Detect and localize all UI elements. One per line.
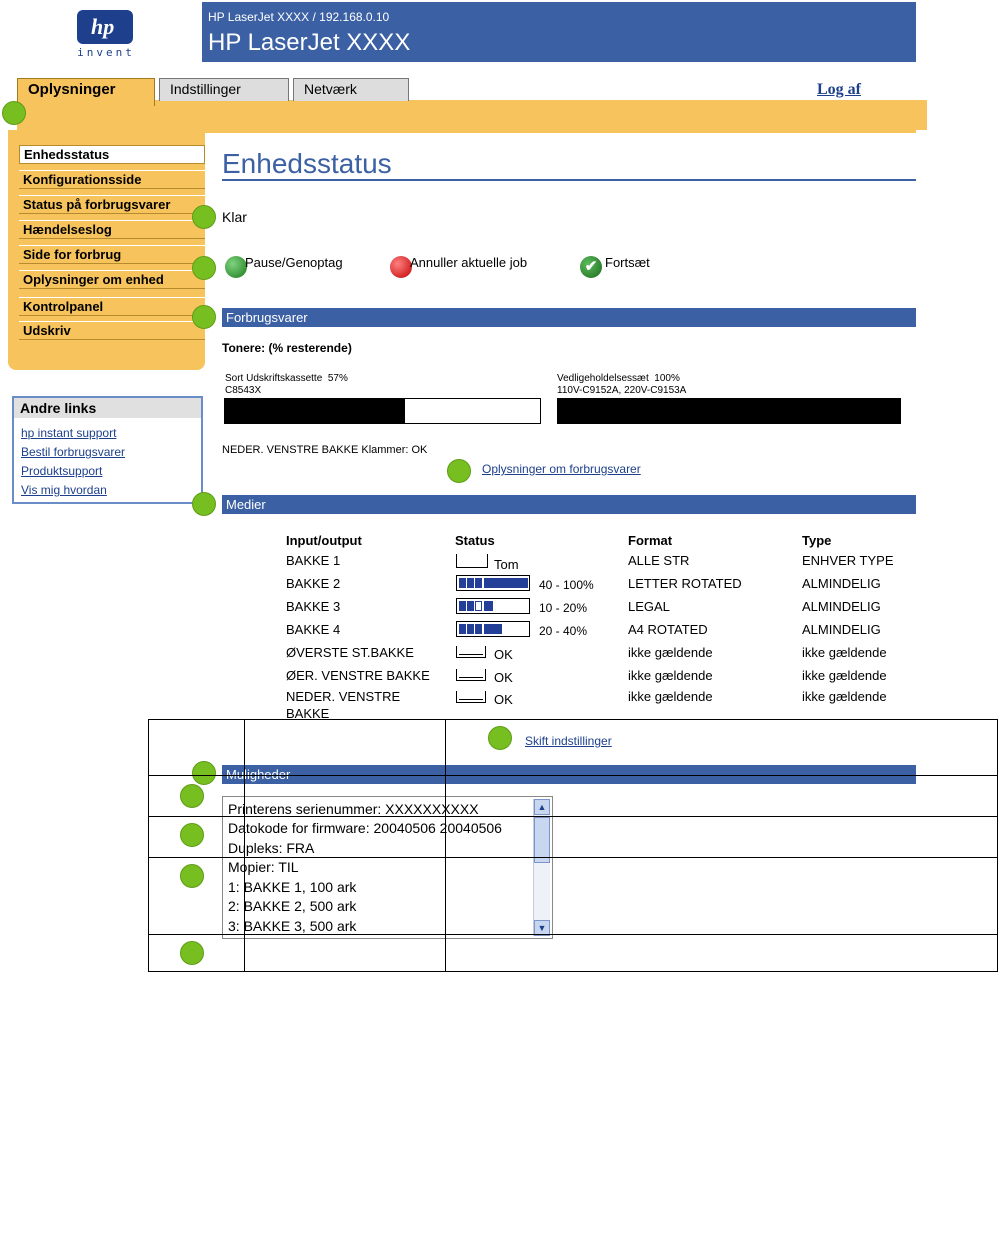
callout-marker [2,101,26,125]
legend-cell [245,776,446,817]
callout-marker [192,256,216,280]
media-row-3-type: ALMINDELIG [802,599,881,614]
scroll-down-icon[interactable]: ▼ [534,920,550,936]
media-row-3-format: LEGAL [628,599,670,614]
callout-marker [192,205,216,229]
cartridge-2-percent: 100% [654,373,680,384]
tab-label: Oplysninger [28,81,116,98]
hp-logo [75,10,137,62]
link-vis-mig-hvordan[interactable]: Vis mig hvordan [21,483,107,497]
supplies-section-header: Forbrugsvarer [222,308,916,327]
gauge-segment [459,601,466,611]
other-links-box [12,396,203,504]
link-produktsupport[interactable]: Produktsupport [21,464,103,478]
gauge-segment [467,601,474,611]
red-ball-icon[interactable] [390,256,412,278]
hp-logo-letters: hp [91,14,115,39]
cartridge-1-level-fill [225,399,405,423]
cartridge-1-level-bar [224,398,541,424]
media-row-1-format: ALLE STR [628,553,690,568]
legend-cell [446,776,998,817]
cartridge-2-level-bar [557,398,901,424]
capabilities-section-header: Muligheder [222,765,916,784]
gauge-segment [467,624,474,634]
cartridge-2-level-fill [558,399,900,423]
media-row-7-type: ikke gældende [802,689,887,704]
sidebar-item-udskriv[interactable]: Udskriv [19,321,205,340]
supplies-info-link[interactable]: Oplysninger om forbrugsvarer [482,462,641,476]
media-row-5-type: ikke gældende [802,645,887,660]
title-bar [202,2,916,62]
gauge-segment [467,578,474,588]
device-status-text: Klar [222,209,247,225]
callout-marker [180,784,204,808]
media-row-6-type: ikke gældende [802,668,887,683]
tray-2-gauge [456,575,530,591]
media-row-3-status: 10 - 20% [539,601,588,615]
legend-row [149,817,998,858]
link-bestil-forbrugsvarer[interactable]: Bestil forbrugsvarer [21,445,126,459]
legend-cell [149,935,245,972]
tab-indstillinger[interactable] [159,78,289,101]
cartridge-2-name [557,373,680,384]
gauge-segment [459,578,466,588]
tray-2-gauge-fill [484,578,528,588]
legend-cell [245,858,446,935]
legend-cell [446,935,998,972]
media-row-7-status: OK [494,692,513,707]
tab-oplysninger[interactable] [17,78,155,106]
tab-netvaerk[interactable] [293,78,409,101]
tray-3-gauge-fill [484,601,493,611]
green-ball-icon[interactable] [225,256,247,278]
cancel-job-button[interactable]: Annuller aktuelle job [410,255,528,270]
tab-label: Netværk [304,81,357,97]
media-row-1-status: Tom [494,557,519,572]
media-row-5-format: ikke gældende [628,645,713,660]
legend-cell [149,720,245,776]
capability-line: 3: BAKKE 3, 500 ark [228,918,357,934]
legend-cell [446,817,998,858]
legend-cell [245,935,446,972]
callout-marker [180,823,204,847]
media-row-4-io: BAKKE 4 [286,622,341,637]
tray-empty-icon [456,554,488,568]
callout-marker [180,941,204,965]
callout-marker [180,864,204,888]
check-icon[interactable]: ✔ [580,256,602,278]
media-row-4-format: A4 ROTATED [628,622,708,637]
media-col-io: Input/output [286,533,362,548]
title-divider [222,179,916,181]
legend-row [149,776,998,817]
media-row-5-status: OK [494,647,513,662]
sidebar-item-konfigurationsside[interactable]: Konfigurationsside [19,170,205,189]
toner-heading: Tonere: (% resterende) [222,341,352,355]
media-row-2-type: ALMINDELIG [802,576,881,591]
legend-cell [245,720,446,776]
legend-header-row [149,720,998,776]
sidebar-nav [8,130,205,370]
capability-line: Mopier: TIL [228,859,299,875]
callout-marker [192,492,216,516]
tray-3-gauge [456,598,530,614]
content-top-border [205,125,916,133]
media-section-header: Medier [222,495,916,514]
sidebar-item-kontrolpanel[interactable]: Kontrolpanel [19,297,205,316]
callout-legend-table [148,719,998,972]
media-col-format: Format [628,533,673,548]
capability-line: 2: BAKKE 2, 500 ark [228,898,357,914]
capability-line: Dupleks: FRA [228,840,315,856]
device-title: HP LaserJet XXXX [208,29,411,56]
sidebar-item-haendelseslog[interactable]: Hændelseslog [19,220,205,239]
gauge-segment [459,624,466,634]
media-row-7-format: ikke gældende [628,689,713,704]
tray-4-gauge [456,621,530,637]
media-row-2-io: BAKKE 2 [286,576,341,591]
tray-4-gauge-fill [484,624,502,634]
page-title: Enhedsstatus [222,148,392,179]
cartridge-2-part: 110V-C9152A, 220V-C9153A [557,385,687,396]
media-row-4-status: 20 - 40% [539,624,588,638]
media-row-6-status: OK [494,670,513,685]
tab-label: Indstillinger [170,81,241,97]
legend-cell [446,858,998,935]
media-row-7-io: NEDER. VENSTRE [286,689,401,704]
legend-row [149,858,998,935]
media-row-6-io: ØER. VENSTRE BAKKE [286,668,430,683]
link-hp-instant-support[interactable]: hp instant support [21,426,117,440]
media-row-1-io: BAKKE 1 [286,553,341,568]
hp-logo-mark [77,10,133,44]
sidebar-item-side-for-forbrug[interactable]: Side for forbrug [19,245,205,264]
cartridge-1-part: C8543X [225,385,262,396]
cartridge-2-name-text: Vedligeholdelsessæt [557,373,649,384]
legend-cell [149,817,245,858]
staples-status: NEDER. VENSTRE BAKKE Klammer: OK [222,444,428,456]
pause-resume-button[interactable]: Pause/Genoptag [245,255,343,270]
tab-bar [17,78,927,130]
logo-invent-text: invent [77,46,135,59]
legend-cell [245,817,446,858]
media-row-6-format: ikke gældende [628,668,713,683]
media-row-2-status: 40 - 100% [539,578,594,592]
legend-row [149,935,998,972]
capability-line: Printerens serienummer: XXXXXXXXXX [228,801,479,817]
legend-cell [149,858,245,935]
media-col-type: Type [802,533,832,548]
other-links-title: Andre links [14,398,201,418]
gauge-segment [475,624,482,634]
sidebar-item-forbrugsvarer-status[interactable]: Status på forbrugsvarer [19,195,205,214]
legend-cell [446,720,998,776]
logout-link[interactable]: Log af [817,81,861,98]
cartridge-1-name-text: Sort Udskriftskassette [225,373,323,384]
capability-line: Datokode for firmware: 20040506 20040506 [228,820,502,836]
sidebar-item-oplysninger-om-enhed[interactable]: Oplysninger om enhed [19,270,205,289]
tray-ok-icon [456,691,486,703]
media-row-3-io: BAKKE 3 [286,599,341,614]
tray-ok-icon [456,669,486,681]
gauge-segment [475,601,482,611]
media-row-4-type: ALMINDELIG [802,622,881,637]
media-row-7-io-line2: BAKKE [286,706,330,721]
media-row-2-format: LETTER ROTATED [628,576,742,591]
gauge-segment [475,578,482,588]
cartridge-1-name [225,373,348,384]
legend-cell [149,776,245,817]
media-row-1-type: ENHVER TYPE [802,553,894,568]
capability-line: 1: BAKKE 1, 100 ark [228,879,357,895]
cartridge-1-percent: 57% [327,373,348,384]
media-col-status: Status [455,533,495,548]
scroll-up-icon[interactable]: ▲ [534,799,550,815]
callout-marker [447,459,471,483]
sidebar-item-enhedsstatus[interactable]: Enhedsstatus [19,145,205,164]
continue-button[interactable]: Fortsæt [605,255,650,270]
callout-marker [192,305,216,329]
tray-ok-icon [456,646,486,658]
change-settings-link[interactable]: Skift indstillinger [525,734,612,748]
media-row-5-io: ØVERSTE ST.BAKKE [286,645,414,660]
device-address: HP LaserJet XXXX / 192.168.0.10 [208,10,390,24]
